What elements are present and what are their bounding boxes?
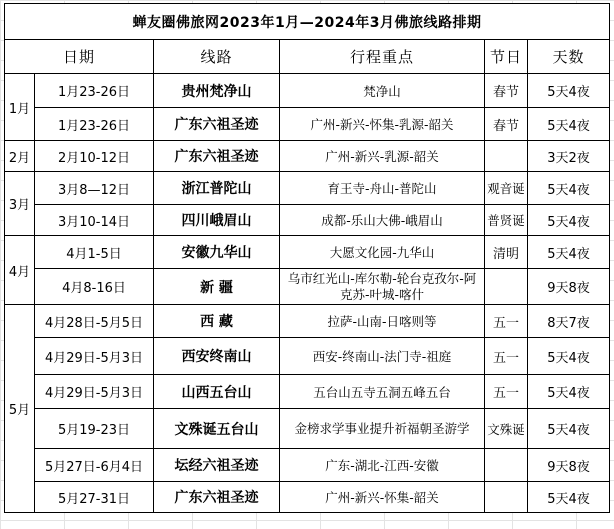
- month-cell-may: 5月: [5, 305, 35, 513]
- table-row: [5, 205, 610, 236]
- date-cell: 4月8-16日: [35, 269, 154, 305]
- days-cell: 5天4夜: [528, 482, 610, 513]
- festival-cell: 观音诞: [485, 172, 528, 205]
- date-cell: 5月27-31日: [35, 482, 154, 513]
- date-cell: 3月10-14日: [35, 205, 154, 236]
- table-row: [5, 305, 610, 338]
- table-row: [5, 172, 610, 205]
- festival-cell: 五一: [485, 305, 528, 338]
- date-cell: 5月27日-6月4日: [35, 449, 154, 482]
- itinerary-cell: 金榜求学事业提升祈福朝圣游学: [280, 409, 485, 449]
- itinerary-cell: 五台山五寺五洞五峰五台: [280, 375, 485, 409]
- itinerary-cell: 乌市红光山-库尔勒-轮台克孜尔-阿克苏-叶城-喀什: [280, 269, 485, 305]
- days-cell: 5天4夜: [528, 375, 610, 409]
- header-festival: 节日: [485, 40, 528, 74]
- date-cell: 1月23-26日: [35, 108, 154, 141]
- days-cell: 9天8夜: [528, 449, 610, 482]
- date-cell: 1月23-26日: [35, 74, 154, 108]
- days-cell: 8天7夜: [528, 305, 610, 338]
- table-row: [5, 338, 610, 375]
- days-cell: 9天8夜: [528, 269, 610, 305]
- title-row: [5, 4, 610, 40]
- days-cell: 5天4夜: [528, 74, 610, 108]
- date-cell: 3月8—12日: [35, 172, 154, 205]
- days-cell: 5天4夜: [528, 236, 610, 269]
- table-title: 蝉友圈佛旅网2023年1月—2024年3月佛旅线路排期: [5, 4, 610, 40]
- itinerary-cell: 广州-新兴-乳源-韶关: [280, 141, 485, 172]
- festival-cell: [485, 449, 528, 482]
- table-row: [5, 74, 610, 108]
- header-date: 日期: [5, 40, 154, 74]
- header-itinerary: 行程重点: [280, 40, 485, 74]
- itinerary-cell: 成都-乐山大佛-峨眉山: [280, 205, 485, 236]
- route-cell: 浙江普陀山: [154, 172, 280, 205]
- itinerary-cell: 大愿文化园-九华山: [280, 236, 485, 269]
- route-cell: 西安终南山: [154, 338, 280, 375]
- festival-cell: 清明: [485, 236, 528, 269]
- itinerary-cell: 育王寺-舟山-普陀山: [280, 172, 485, 205]
- festival-cell: 春节: [485, 74, 528, 108]
- days-cell: 5天4夜: [528, 108, 610, 141]
- route-cell: 安徽九华山: [154, 236, 280, 269]
- route-cell: 西 藏: [154, 305, 280, 338]
- date-cell: 4月1-5日: [35, 236, 154, 269]
- festival-cell: [485, 269, 528, 305]
- date-cell: 4月28日-5月5日: [35, 305, 154, 338]
- days-cell: 5天4夜: [528, 172, 610, 205]
- route-cell: 山西五台山: [154, 375, 280, 409]
- days-cell: 5天4夜: [528, 338, 610, 375]
- festival-cell: 文殊诞: [485, 409, 528, 449]
- table-row: [5, 409, 610, 449]
- itinerary-cell: 拉萨-山南-日喀则等: [280, 305, 485, 338]
- month-cell-feb: 2月: [5, 141, 35, 172]
- itinerary-cell: 广州-新兴-怀集-韶关: [280, 482, 485, 513]
- table-row: [5, 449, 610, 482]
- itinerary-cell: 梵净山: [280, 74, 485, 108]
- days-cell: 5天4夜: [528, 409, 610, 449]
- route-cell: 新 疆: [154, 269, 280, 305]
- itinerary-cell: 西安-终南山-法门寺-祖庭: [280, 338, 485, 375]
- itinerary-cell: 广州-新兴-怀集-乳源-韶关: [280, 108, 485, 141]
- route-cell: 贵州梵净山: [154, 74, 280, 108]
- festival-cell: 五一: [485, 338, 528, 375]
- header-route: 线路: [154, 40, 280, 74]
- route-cell: 广东六祖圣迹: [154, 108, 280, 141]
- date-cell: 5月19-23日: [35, 409, 154, 449]
- festival-cell: 五一: [485, 375, 528, 409]
- route-cell: 文殊诞五台山: [154, 409, 280, 449]
- table-row: [5, 269, 610, 305]
- table-row: [5, 141, 610, 172]
- route-cell: 广东六祖圣迹: [154, 141, 280, 172]
- header-days: 天数: [528, 40, 610, 74]
- route-cell: 四川峨眉山: [154, 205, 280, 236]
- table-row: [5, 375, 610, 409]
- festival-cell: 春节: [485, 108, 528, 141]
- month-cell-jan: 1月: [5, 74, 35, 141]
- date-cell: 2月10-12日: [35, 141, 154, 172]
- table-row: [5, 482, 610, 513]
- days-cell: 5天4夜: [528, 205, 610, 236]
- date-cell: 4月29日-5月3日: [35, 338, 154, 375]
- schedule-table: [4, 3, 610, 513]
- header-row: [5, 40, 610, 74]
- month-cell-mar: 3月: [5, 172, 35, 236]
- table-row: [5, 236, 610, 269]
- festival-cell: 普贤诞: [485, 205, 528, 236]
- days-cell: 3天2夜: [528, 141, 610, 172]
- route-cell: 广东六祖圣迹: [154, 482, 280, 513]
- festival-cell: [485, 482, 528, 513]
- date-cell: 4月29日-5月3日: [35, 375, 154, 409]
- month-cell-apr: 4月: [5, 236, 35, 305]
- festival-cell: [485, 141, 528, 172]
- itinerary-cell: 广东-湖北-江西-安徽: [280, 449, 485, 482]
- route-cell: 坛经六祖圣迹: [154, 449, 280, 482]
- table-row: [5, 108, 610, 141]
